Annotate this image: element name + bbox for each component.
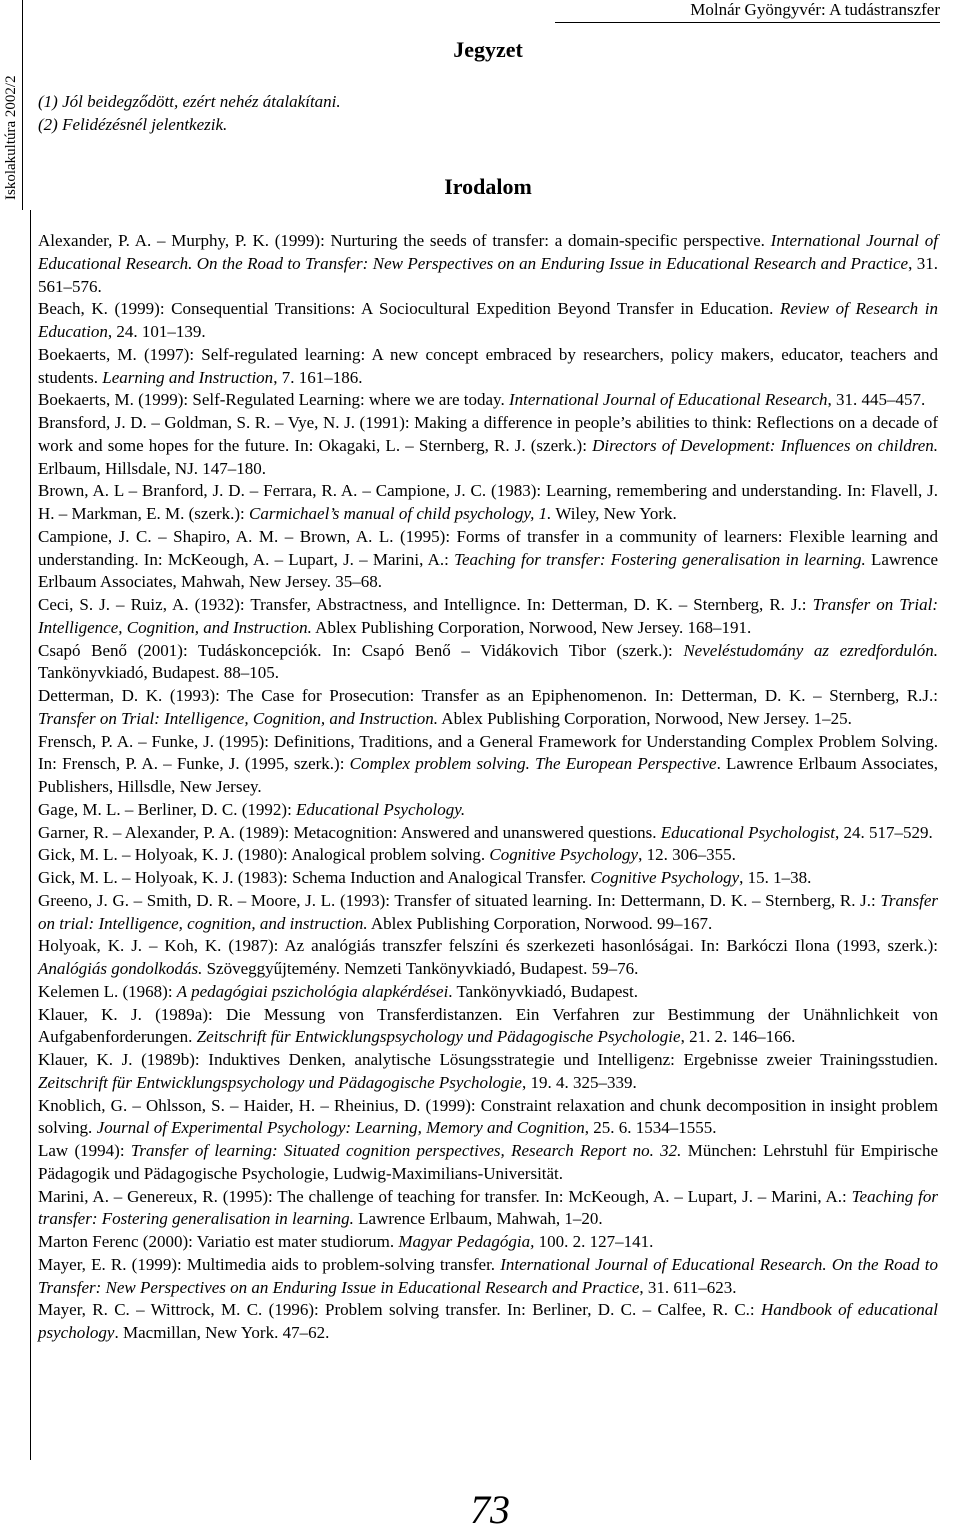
- reference-publication-details: Erlbaum, Hillsdale, NJ. 147–180.: [38, 458, 267, 478]
- reference-publication-details: 100. 2. 127–141.: [534, 1232, 654, 1251]
- reference-publication-details: München: Lehrstuhl für Empirische Pädagogik und Pädagogische Psychologie, Ludwig-Maximilians-Universität.: [38, 1141, 938, 1183]
- reference-entry: [38, 685, 938, 731]
- reference-entry: [38, 822, 938, 845]
- note-marker: (2): [38, 114, 58, 134]
- reference-publication-details: , 7. 161–186.: [273, 367, 363, 387]
- note-item: [38, 114, 938, 137]
- reference-source-title: Transfer on Trial: Intelligence, Cognition, and Instruction.: [38, 595, 939, 637]
- reference-entry: [38, 594, 938, 640]
- reference-source-title: Teaching for transfer: Fostering generalisation in learning.: [454, 549, 866, 569]
- reference-publication-details: Ablex Publishing Corporation, Norwood. 99–167.: [367, 913, 713, 933]
- reference-publication-details: Ablex Publishing Corporation, Norwood, New Jersey. 168–191.: [311, 617, 752, 637]
- reference-publication-details: , 21. 2. 146–166.: [680, 1027, 796, 1047]
- reference-source-title: Educational Psychologist: [660, 822, 836, 842]
- reference-authors-text: Detterman, D. K. (1993): The Case for Prosecution: Transfer as an Epiphenomenon. In: Detterman, D. K. – Sternberg, R.J.:: [38, 686, 938, 705]
- reference-entry: [38, 1186, 938, 1232]
- reference-publication-details: , 31. 445–457.: [827, 390, 926, 410]
- reference-publication-details: Lawrence Erlbaum Associates, Mahwah, New Jersey. 35–68.: [38, 549, 938, 592]
- reference-entry: [38, 1299, 938, 1345]
- reference-publication-details: . Tankönyvkiadó, Budapest.: [448, 981, 639, 1001]
- reference-entry: [38, 844, 938, 867]
- reference-entry: [38, 344, 938, 390]
- reference-source-title: Analógiás gondolkodás.: [38, 959, 203, 978]
- reference-publication-details: Tankönyvkiadó, Budapest. 88–105.: [38, 663, 280, 683]
- reference-authors-text: Boekaerts, M. (1997): Self-regulated learning: A new concept embraced by researchers, policy makers, educator, teachers and students.: [38, 344, 938, 387]
- reference-publication-details: Szöveggyűjtemény. Nemzeti Tankönyvkiadó, Budapest. 59–76.: [202, 959, 639, 978]
- reference-entry: [38, 1095, 938, 1141]
- reference-publication-details: , 25. 6. 1534–1555.: [584, 1118, 717, 1138]
- reference-authors-text: Gick, M. L. – Holyoak, K. J. (1980): Analogical problem solving.: [38, 845, 490, 865]
- reference-source-title: International Journal of Educational Research. On the Road to Transfer: New Perspectives on an Enduring Issue in Educational Research and Practice: [38, 1254, 938, 1297]
- reference-authors-text: Marini, A. – Genereux, R. (1995): The challenge of teaching for transfer. In: McKeough, A. – Lupart, J. – Marini, A.:: [38, 1186, 852, 1206]
- reference-authors-text: Greeno, J. G. – Smith, D. R. – Moore, J. L. (1993): Transfer of situated learning. In: Dettermann, D. K. – Sternberg, R. J.:: [38, 890, 881, 910]
- reference-source-title: A pedagógiai pszichológia alapkérdései: [176, 981, 449, 1001]
- references-title: Irodalom: [444, 174, 532, 199]
- reference-authors-text: Bransford, J. D. – Goldman, S. R. – Vye, N. J. (1991): Making a difference in people’s abilities to think: Reflections on a decade of work and some hopes for the future. In: Okagaki, L. – Sternberg, R. J. (szerk.):: [38, 413, 938, 455]
- reference-authors-text: Mayer, R. C. – Wittrock, M. C. (1996): Problem solving transfer. In: Berliner, D. C. – Calfee, R. C.:: [38, 1300, 761, 1320]
- reference-authors-text: Gage, M. L. – Berliner, D. C. (1992):: [38, 799, 297, 819]
- reference-source-title: Educational Psychology.: [296, 799, 466, 819]
- page-number: 73: [470, 1487, 510, 1532]
- reference-source-title: Transfer on trial: Intelligence, cognition, and instruction.: [38, 890, 938, 933]
- reference-source-title: Neveléstudomány az ezredfordulón.: [683, 640, 938, 660]
- running-head: Molnár Gyöngyvér: A tudástranszfer: [690, 0, 940, 19]
- reference-entry: [38, 412, 938, 480]
- reference-source-title: Magyar Pedagógia,: [398, 1232, 535, 1251]
- reference-source-title: Directors of Development: Influences on children.: [592, 435, 938, 455]
- reference-authors-text: Law (1994):: [38, 1141, 131, 1160]
- reference-publication-details: , 19. 4. 325–339.: [521, 1072, 637, 1092]
- reference-entry: [38, 1140, 938, 1186]
- reference-entry: [38, 1004, 938, 1050]
- reference-entry: [38, 526, 938, 594]
- reference-authors-text: Alexander, P. A. – Murphy, P. K. (1999): Nurturing the seeds of transfer: a domain-specific perspective.: [38, 231, 771, 250]
- reference-authors-text: Campione, J. C. – Shapiro, A. M. – Brown, A. L. (1995): Forms of transfer in a community of learners: Flexible learning and understanding. In: McKeough, A. – Lupart, J. – Marini, A.:: [38, 526, 938, 569]
- reference-publication-details: , 15. 1–38.: [739, 868, 812, 887]
- reference-publication-details: , 24. 517–529.: [835, 822, 933, 842]
- reference-source-title: Zeitschrift für Entwicklungspsychology und Pädagogische Psychologie: [196, 1027, 681, 1047]
- reference-authors-text: Garner, R. – Alexander, P. A. (1989): Metacognition: Answered and unanswered questions.: [38, 822, 661, 842]
- reference-source-title: Transfer on Trial: Intelligence, Cognition, and Instruction.: [38, 708, 438, 728]
- reference-entry: [38, 1254, 938, 1300]
- reference-publication-details: , 31. 611–623.: [639, 1277, 737, 1297]
- reference-authors-text: Knoblich, G. – Ohlsson, S. – Haider, H. – Rheinius, D. (1999): Constraint relaxation and chunk decomposition in insight problem solving.: [38, 1095, 938, 1138]
- reference-authors-text: Klauer, K. J. (1989a): Die Messung von Transferdistanzen. Ein Verfahren zur Bestimmung der Unähnlichkeit von Aufgabenforderungen.: [38, 1004, 938, 1047]
- reference-authors-text: Gick, M. L. – Holyoak, K. J. (1983): Schema Induction and Analogical Transfer.: [38, 868, 591, 887]
- reference-entry: [38, 1231, 938, 1254]
- reference-authors-text: Frensch, P. A. – Funke, J. (1995): Definitions, Traditions, and a General Framework for Understanding Complex Problem Solving. In: Frensch, P. A. – Funke, J. (1995, szerk.):: [38, 731, 938, 774]
- reference-publication-details: , 31. 561–576.: [38, 253, 938, 296]
- reference-authors-text: Marton Ferenc (2000): Variatio est mater studiorum.: [38, 1232, 399, 1251]
- note-text: Felidézésnél jelentkezik.: [62, 114, 228, 134]
- reference-authors-text: Csapó Benő (2001): Tudáskoncepciók. In: Csapó Benő – Vidákovich Tibor (szerk.):: [38, 640, 684, 660]
- reference-source-title: International Journal of Educational Research. On the Road to Transfer: New Perspectives on an Enduring Issue in Educational Research and Practice: [38, 231, 938, 273]
- reference-entry: [38, 1049, 938, 1095]
- notes-title: Jegyzet: [453, 37, 523, 62]
- note-marker: (1): [38, 92, 58, 111]
- reference-authors-text: Klauer, K. J. (1989b): Induktives Denken, analytische Lösungsstrategie und Intelligenz: Ergebnisse zweier Trainingsstudien.: [38, 1050, 938, 1069]
- reference-publication-details: , 24. 101–139.: [107, 322, 206, 341]
- references-list: [38, 230, 938, 1345]
- reference-source-title: Complex problem solving. The European Perspective: [349, 754, 717, 774]
- reference-source-title: Zeitschrift für Entwicklungspsychology und Pädagogische Psychologie: [38, 1072, 522, 1092]
- reference-authors-text: Brown, A. L – Branford, J. D. – Ferrara, R. A. – Campione, J. C. (1983): Learning, remembering and understanding. In: Flavell, J. H. – Markman, E. M. (szerk.):: [38, 481, 938, 523]
- reference-source-title: Cognitive Psychology: [590, 868, 740, 887]
- reference-authors-text: Ceci, S. J. – Ruiz, A. (1932): Transfer, Abstractness, and Intellignce. In: Detterman, D. K. – Sternberg, R. J.:: [38, 595, 813, 614]
- reference-source-title: Cognitive Psychology: [489, 845, 639, 865]
- reference-entry: [38, 480, 938, 526]
- reference-entry: [38, 230, 938, 298]
- notes-list: [38, 91, 938, 136]
- reference-source-title: Journal of Experimental Psychology: Learning, Memory and Cognition: [96, 1118, 585, 1138]
- reference-source-title: Teaching for transfer: Fostering generalisation in learning.: [38, 1186, 939, 1229]
- reference-source-title: Handbook of educational psychology: [38, 1300, 938, 1342]
- reference-entry: [38, 389, 938, 412]
- side-strip: [0, 0, 23, 210]
- reference-authors-text: Holyoak, K. J. – Koh, K. (1987): Az analógiás transzfer felszíni és szerkezeti hasonlóságai. In: Barkóczi Ilona (1993, szerk.):: [38, 936, 938, 956]
- reference-entry: [38, 867, 938, 890]
- reference-publication-details: . Lawrence Erlbaum Associates, Publishers, Hillsdle, New Jersey.: [38, 754, 938, 796]
- reference-publication-details: Wiley, New York.: [551, 504, 677, 523]
- reference-source-title: Carmichael’s manual of child psychology, 1.: [249, 504, 552, 523]
- reference-publication-details: Ablex Publishing Corporation, Norwood, New Jersey. 1–25.: [437, 708, 852, 728]
- reference-authors-text: Boekaerts, M. (1999): Self-Regulated Learning: where we are today.: [38, 390, 509, 410]
- vertical-rule: [30, 210, 31, 1460]
- journal-side-label: Iskolakultúra 2002/2: [3, 75, 19, 200]
- reference-entry: [38, 799, 938, 822]
- note-item: [38, 91, 938, 114]
- reference-source-title: Transfer of learning: Situated cognition perspectives, Research Report no. 32.: [130, 1141, 682, 1160]
- note-text: Jól beidegződött, ezért nehéz átalakítani.: [62, 92, 341, 111]
- reference-entry: [38, 640, 938, 686]
- reference-entry: [38, 298, 938, 344]
- reference-publication-details: , 12. 306–355.: [638, 845, 736, 865]
- reference-entry: [38, 890, 938, 936]
- running-head-rule: [555, 22, 940, 23]
- reference-authors-text: Beach, K. (1999): Consequential Transitions: A Sociocultural Expedition Beyond Transfer in Education.: [38, 299, 780, 319]
- reference-source-title: Review of Research in Education: [38, 299, 938, 341]
- reference-authors-text: Kelemen L. (1968):: [38, 981, 177, 1001]
- reference-source-title: International Journal of Educational Research: [508, 390, 828, 410]
- reference-authors-text: Mayer, E. R. (1999): Multimedia aids to problem-solving transfer.: [38, 1254, 501, 1274]
- reference-source-title: Learning and Instruction: [102, 367, 274, 387]
- reference-entry: [38, 731, 938, 799]
- reference-entry: [38, 935, 938, 981]
- reference-publication-details: Lawrence Erlbaum, Mahwah, 1–20.: [353, 1209, 603, 1229]
- reference-publication-details: . Macmillan, New York. 47–62.: [114, 1323, 330, 1342]
- reference-entry: [38, 981, 938, 1004]
